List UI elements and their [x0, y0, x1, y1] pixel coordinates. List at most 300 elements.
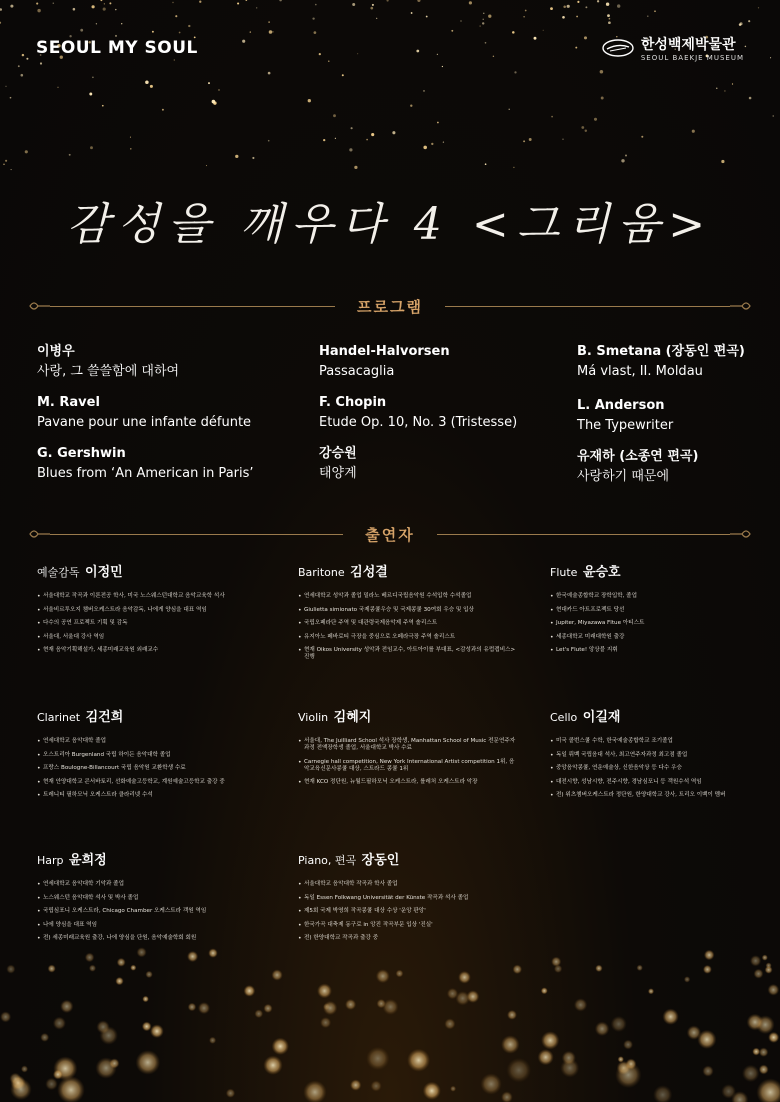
performer-bio-line: • 서울대, The Juilliard School 석사 장학생, Manhattan School of Music 전문연주자과정 전액장학생 졸업, 서울대학교 박사 수료 — [298, 738, 518, 752]
sparkle — [562, 16, 565, 19]
sparkle — [115, 9, 116, 10]
performer-bio-line: • 트레니티 필하모닉 오케스트라 클라리넷 수석 — [37, 792, 257, 799]
bokeh-light — [60, 1000, 73, 1013]
sparkle — [10, 97, 12, 99]
bokeh-light — [40, 1033, 49, 1042]
sparkle — [607, 14, 610, 17]
performer-bio-line: • 서울대학교 음악대학 작곡과 학사 졸업 — [298, 881, 518, 888]
performer-card — [298, 565, 518, 668]
bokeh-light — [345, 999, 356, 1010]
performer-bio-line: • 독일 Essen Folkwang Universität der Künste 작곡과 석사 졸업 — [298, 895, 518, 902]
performer-bio-line: • 국립심포니 오케스트라, Chicago Chamber 오케스트라 객원 역임 — [37, 908, 257, 915]
sparkle — [585, 129, 587, 131]
sparkle — [349, 148, 352, 151]
performer-bio-line: • 현재 Oikos University 성악과 전임교수, 아트아이를 부대표, <감성과의 유럽캡비스> 진행 — [298, 647, 518, 661]
sparkle — [145, 80, 149, 84]
sparkle — [758, 7, 759, 8]
program-item — [577, 343, 745, 381]
program-list — [0, 343, 780, 493]
performer-bio-line: • 현대카드 아트프로젝트 당선 — [550, 607, 770, 614]
performer-role: Violin — [298, 711, 329, 724]
bokeh-light — [198, 1002, 210, 1014]
sparkle — [37, 9, 40, 12]
sparkle — [319, 53, 321, 55]
sparkle — [370, 7, 373, 10]
sparkle — [5, 160, 7, 162]
performer-bio-line: • 대전시향, 성남시향, 전주시향, 경남심포니 등 객원수석 역임 — [550, 779, 770, 786]
bokeh-light — [450, 1086, 456, 1092]
performer-name: 윤희정 — [69, 853, 107, 868]
sparkle — [654, 10, 656, 12]
performer-bio-line: • 연세대학교 음악대학 기악과 졸업 — [37, 881, 257, 888]
sparkle — [749, 97, 752, 100]
bokeh-light — [507, 1058, 532, 1083]
sparkle — [514, 71, 516, 73]
bokeh-light — [467, 990, 480, 1003]
sparkle — [423, 90, 425, 92]
sparkle — [410, 105, 412, 107]
performer-role: Piano, 편곡 — [298, 854, 357, 867]
sparkle — [529, 138, 532, 141]
bokeh-light — [85, 953, 95, 963]
bokeh-light — [501, 1035, 520, 1054]
bokeh-light — [595, 965, 602, 972]
sparkle — [745, 46, 747, 48]
sparkle — [235, 155, 238, 158]
bokeh-light — [145, 971, 152, 978]
program-composer: B. Smetana (장동인 편곡) — [577, 344, 745, 359]
sparkle — [567, 5, 570, 8]
sparkle — [333, 114, 336, 117]
bokeh-light — [263, 1056, 282, 1075]
performer-card — [37, 710, 257, 806]
performer-role: Harp — [37, 854, 64, 867]
sparkle — [109, 2, 111, 4]
sparkle — [172, 2, 173, 3]
bokeh-light — [130, 965, 136, 971]
bokeh-light — [371, 1080, 382, 1091]
performer-bio-line: • Giulietta simionato 국제콩쿨우승 및 국제콩쿨 30여회 우승 및 입상 — [298, 607, 518, 614]
bokeh-light — [263, 1004, 272, 1013]
bokeh-light — [747, 1014, 764, 1031]
sparkle — [617, 4, 620, 7]
program-work: Má vlast, II. Moldau — [577, 364, 703, 379]
sparkle — [0, 8, 2, 11]
program-composer: M. Ravel — [37, 395, 100, 410]
bokeh-light — [137, 947, 147, 957]
sparkle — [371, 133, 374, 136]
ornament-right-icon — [730, 298, 752, 314]
sparkle — [199, 1, 201, 3]
sparkle — [206, 165, 207, 166]
bokeh-light — [117, 958, 126, 967]
performer-role: Baritone — [298, 566, 345, 579]
performer-bio-line: • 한국예술종합학교 장학입학, 졸업 — [550, 593, 770, 600]
sparkle — [562, 139, 563, 140]
bokeh-light — [187, 951, 198, 962]
bokeh-light — [89, 965, 96, 972]
bokeh-light — [574, 998, 587, 1011]
bokeh-light — [507, 1010, 517, 1020]
sparkle — [551, 116, 553, 118]
sparkle — [543, 30, 544, 31]
sparkle — [357, 53, 358, 54]
bokeh-light — [366, 1047, 389, 1070]
performers-heading: 출연자 — [365, 525, 415, 544]
performer-role: 예술감독 — [37, 566, 80, 579]
performer-bio-line: • 현재 음악기획해설가, 세종미래교육원 외래교수 — [37, 647, 257, 654]
performer-bio-line: • Let's Flute! 앙상블 지휘 — [550, 647, 770, 654]
bokeh-light — [759, 1065, 769, 1075]
sparkle — [351, 127, 353, 129]
sparkle — [342, 74, 344, 76]
sparkle — [641, 136, 643, 138]
performer-bio-line: • 나에 양심을 대표 역임 — [37, 922, 257, 929]
bokeh-light — [45, 1078, 58, 1091]
performer-bio-line: • 현재 KCO 정단원, 뉴월드필하모닉 오케스트라, 를레처 오케스트라 악장 — [298, 779, 518, 786]
sparkle — [732, 83, 733, 84]
program-item — [37, 343, 179, 381]
bokeh-light — [323, 1001, 337, 1015]
sparkle — [352, 3, 355, 6]
sparkle — [0, 22, 1, 24]
bokeh-light — [10, 1079, 32, 1101]
bokeh-light — [750, 955, 761, 966]
sparkle — [90, 146, 93, 149]
sparkle — [245, 0, 247, 1]
bokeh-light — [721, 1084, 736, 1099]
sparkle — [387, 0, 389, 2]
sparkle — [773, 115, 774, 116]
sparkle — [252, 157, 254, 159]
bokeh-light — [99, 1026, 118, 1045]
sparkle — [692, 130, 695, 133]
bokeh-light — [350, 1079, 361, 1090]
sparkle — [100, 0, 102, 1]
performer-role: Flute — [550, 566, 578, 579]
bokeh-light — [53, 1017, 66, 1030]
bokeh-light — [762, 955, 768, 961]
sparkle — [423, 146, 427, 150]
sparkle — [609, 18, 611, 20]
bokeh-light — [768, 984, 780, 996]
sparkle — [488, 15, 491, 18]
performer-bio-line: • 서울대, 서울대 강사 역임 — [37, 634, 257, 641]
performer-bio-line: • 중앙음악콩쿨, 연운예술상, 신한음악상 등 다수 우승 — [550, 765, 770, 772]
performer-bio-line: • 국립오페라단 주역 및 대관령국제음악제 주역 솔리스트 — [298, 620, 518, 627]
program-work: Pavane pour une infante défunte — [37, 415, 252, 430]
sparkle — [392, 131, 395, 134]
sparkle — [175, 15, 177, 17]
sparkle — [130, 137, 131, 138]
performer-bio-line: • 전) 세종미래교육원 출강, 나에 양심을 단원, 음악예술학회 회원 — [37, 935, 257, 942]
bokeh-light — [6, 965, 15, 974]
sparkle — [584, 36, 587, 39]
program-composer: G. Gershwin — [37, 446, 126, 461]
program-item — [319, 343, 450, 381]
sparkle — [597, 0, 599, 2]
bokeh-light — [208, 948, 218, 958]
performer-role: Clarinet — [37, 711, 81, 724]
sparkle — [5, 86, 6, 87]
performer-bio-line: • 현재 안양대학교 콘서바토리, 선화예술고등학교, 계원예술고등학교 출강 중 — [37, 779, 257, 786]
sparkle — [272, 31, 273, 32]
sparkle — [323, 139, 325, 141]
bokeh-light — [541, 987, 548, 994]
sparkle — [437, 54, 438, 55]
performer-bio-line: • 전) 한양대학교 작곡과 출강 중 — [298, 935, 518, 942]
program-work: The Typewriter — [577, 418, 674, 433]
sparkle — [162, 109, 164, 111]
bokeh-light — [742, 1065, 759, 1082]
sparkle — [525, 10, 527, 12]
bokeh-light — [637, 965, 643, 971]
sparkle — [480, 26, 481, 27]
sparkle — [314, 31, 317, 34]
program-composer: 이병우 — [37, 344, 75, 359]
bokeh-light — [303, 1080, 326, 1102]
sparkle — [18, 65, 20, 67]
sparkle — [512, 31, 515, 34]
bokeh-light — [115, 977, 123, 985]
sparkle — [716, 88, 717, 89]
sparkle — [92, 5, 95, 8]
sparkle — [256, 7, 257, 8]
bokeh-light — [513, 965, 523, 975]
bokeh-light — [766, 962, 772, 968]
sparkle — [483, 13, 484, 14]
sparkle — [10, 5, 13, 8]
sparkle — [354, 166, 357, 169]
bokeh-light — [254, 1009, 263, 1018]
performer-card — [37, 565, 257, 661]
performer-bio-line: • 세종대학교 미래대학원 출강 — [550, 634, 770, 641]
sparkle — [748, 20, 750, 22]
performer-card — [37, 853, 257, 949]
bokeh-light — [615, 1062, 641, 1088]
bokeh-light — [618, 1056, 624, 1062]
bokeh-light — [95, 1057, 116, 1078]
sparkle — [581, 126, 584, 129]
sparkle — [534, 37, 537, 40]
sparkle — [563, 6, 566, 9]
sparkle — [550, 7, 553, 10]
bokeh-light — [752, 1048, 760, 1056]
performer-bio-line: • 노스웨스턴 음악대학 석사 및 박사 졸업 — [37, 895, 257, 902]
seoul-my-soul-logo: SEOUL MY SOUL — [36, 38, 198, 58]
performer-bio-line: • 다수의 공연 프로젝트 기획 및 감독 — [37, 620, 257, 627]
sparkle — [92, 76, 94, 78]
sparkle — [724, 90, 725, 91]
sparkle — [96, 23, 97, 24]
program-composer: L. Anderson — [577, 398, 665, 413]
bokeh-light — [697, 1030, 716, 1049]
sparkle — [493, 56, 494, 57]
program-composer: Handel-Halvorsen — [319, 344, 450, 359]
bokeh-light — [376, 969, 390, 983]
sparkle — [102, 105, 104, 107]
bokeh-light — [501, 1091, 513, 1102]
sparkle — [308, 99, 311, 102]
sparkle — [312, 17, 314, 19]
sparkle — [174, 59, 175, 60]
sparkle — [461, 21, 462, 22]
sparkle — [576, 16, 578, 18]
sparkle — [22, 54, 24, 56]
performer-bio-line: • Jupiter, Miyazawa Fltue 아티스트 — [550, 620, 770, 627]
performer-bio-line: • 서울대학교 작곡과 이론전공 학사, 미국 노스웨스턴대학교 음악교육학 석사 — [37, 593, 257, 600]
performer-bio-line: • 미국 콜번스쿨 수학, 한국예술종합학교 조기졸업 — [550, 738, 770, 745]
sparkle — [268, 72, 271, 75]
sparkle — [740, 22, 743, 25]
bokeh-light — [684, 976, 690, 982]
performer-bio-line: • 서울비르투오지 챔버오케스트라 음악감독, 나에게 양심을 대표 역임 — [37, 607, 257, 614]
sparkle — [451, 30, 453, 32]
program-item — [577, 397, 673, 435]
sparkle — [485, 163, 487, 165]
performer-role: Cello — [550, 711, 578, 724]
sparkle — [218, 89, 219, 90]
sparkle — [237, 2, 239, 4]
performer-card — [298, 710, 518, 793]
performer-bio-line: • 프랑스 Boulogne-Billancourt 국립 음악원 교환학생 수료 — [37, 765, 257, 772]
performer-bio-line: • 제5회 국제 박영희 작곡콩쿨 대상 수상 '운앙 판앙' — [298, 908, 518, 915]
program-item — [37, 445, 254, 483]
sparkle — [721, 160, 724, 163]
sparkle — [69, 154, 71, 156]
sparkle — [366, 139, 368, 141]
program-composer: 강승원 — [319, 446, 357, 461]
sparkle — [150, 85, 153, 88]
bokeh-light — [538, 1049, 554, 1065]
sparkle — [431, 143, 433, 145]
sparkle — [121, 23, 122, 24]
bokeh-light — [0, 1011, 11, 1022]
program-work: 사랑, 그 쓸쓸함에 대하여 — [37, 364, 180, 379]
performer-name: 김건희 — [85, 710, 124, 725]
sparkle — [770, 57, 771, 58]
sparkle — [509, 109, 510, 110]
sparkle — [26, 58, 28, 60]
sparkle — [3, 164, 4, 165]
sparkle — [315, 4, 317, 6]
sparkle — [188, 25, 190, 27]
bokeh-light — [653, 1085, 672, 1102]
bokeh-light — [562, 1051, 576, 1065]
program-item — [319, 445, 357, 483]
sparkle — [73, 8, 76, 11]
sparkle — [53, 2, 54, 3]
bokeh-light — [396, 970, 404, 978]
performers-divider — [28, 522, 752, 546]
bokeh-light — [623, 1040, 633, 1050]
sparkle — [376, 18, 377, 19]
bokeh-light — [662, 1009, 678, 1025]
sparkle — [482, 22, 484, 24]
museum-logo — [601, 34, 744, 62]
bokeh-light — [648, 988, 654, 994]
sparkle — [608, 21, 611, 24]
sparkle — [328, 61, 329, 62]
sparkle — [647, 15, 648, 16]
bokeh-light — [702, 1065, 713, 1076]
sparkle — [179, 32, 181, 34]
sparkle — [621, 159, 624, 162]
sparkle — [212, 100, 216, 104]
museum-name-korean: 한성백제박물관 — [640, 37, 736, 53]
sparkle — [416, 50, 419, 53]
bokeh-light — [754, 969, 764, 979]
bokeh-light — [150, 1024, 164, 1038]
performer-name: 이정민 — [85, 565, 123, 580]
bokeh-light — [317, 983, 332, 998]
program-work: 사랑하기 때문에 — [577, 469, 670, 484]
performer-name: 장동인 — [361, 853, 400, 868]
program-item — [37, 394, 251, 432]
performer-bio-line: • 유지아노 페바로티 극장을 중심으로 오페라극장 주역 솔리스트 — [298, 634, 518, 641]
sparkle — [417, 0, 420, 2]
sparkle — [335, 138, 336, 139]
performer-bio-line: • 연세대학교 성악과 졸업 밀라노 베르디국립음악원 수석입학 수석졸업 — [298, 593, 518, 600]
sparkle — [57, 87, 58, 88]
sparkle — [130, 148, 131, 149]
performer-card — [550, 710, 770, 806]
sparkle — [442, 66, 443, 67]
bokeh-light — [551, 957, 561, 967]
program-divider — [28, 294, 752, 318]
performer-bio-line: • 전) 위츠챔버오케스트라 정단원, 한양대학교 강사, 트리오 이백이 멤버 — [550, 792, 770, 799]
program-composer: 유재하 (소종연 편곡) — [577, 449, 699, 464]
performer-bio-line: • 오스트리아 Burgenland 국립 하이든 음악대학 졸업 — [37, 752, 257, 759]
bokeh-light — [704, 950, 715, 961]
sparkle — [523, 16, 524, 17]
bokeh-light — [57, 1076, 85, 1102]
sparkle-background — [0, 0, 780, 220]
sparkle — [426, 16, 428, 18]
sparkle — [625, 154, 627, 156]
sparkle — [575, 47, 577, 49]
program-work: Etude Op. 10, No. 3 (Tristesse) — [319, 415, 518, 430]
sparkle — [585, 6, 587, 8]
performer-name: 윤승호 — [582, 565, 621, 580]
sparkle — [513, 167, 514, 168]
sparkle — [372, 4, 374, 6]
sparkle — [80, 29, 83, 32]
sparkle — [437, 122, 439, 124]
sparkle — [469, 1, 472, 4]
sparkle — [208, 82, 210, 84]
sparkle — [594, 118, 597, 121]
sparkle — [606, 2, 609, 5]
ornament-right-icon — [730, 526, 752, 542]
bokeh-light — [142, 1022, 152, 1032]
bokeh-light — [21, 1065, 28, 1072]
sparkle — [523, 140, 525, 142]
sparkle — [36, 3, 38, 5]
sparkle — [242, 40, 245, 43]
performer-card — [550, 565, 770, 661]
program-work: Blues from ‘An American in Paris’ — [37, 466, 254, 481]
performer-name: 김성결 — [350, 565, 388, 580]
bokeh-light — [136, 1050, 161, 1075]
sparkle — [21, 74, 24, 77]
bokeh-light — [407, 1049, 430, 1072]
sparkle — [279, 0, 282, 1]
sparkle — [115, 35, 117, 37]
bokeh-light — [188, 1003, 197, 1012]
bokeh-light — [209, 1037, 216, 1044]
performer-bio-line: • 독일 뤼벡 국립음대 석사, 최고연주자과정 최고점 졸업 — [550, 752, 770, 759]
